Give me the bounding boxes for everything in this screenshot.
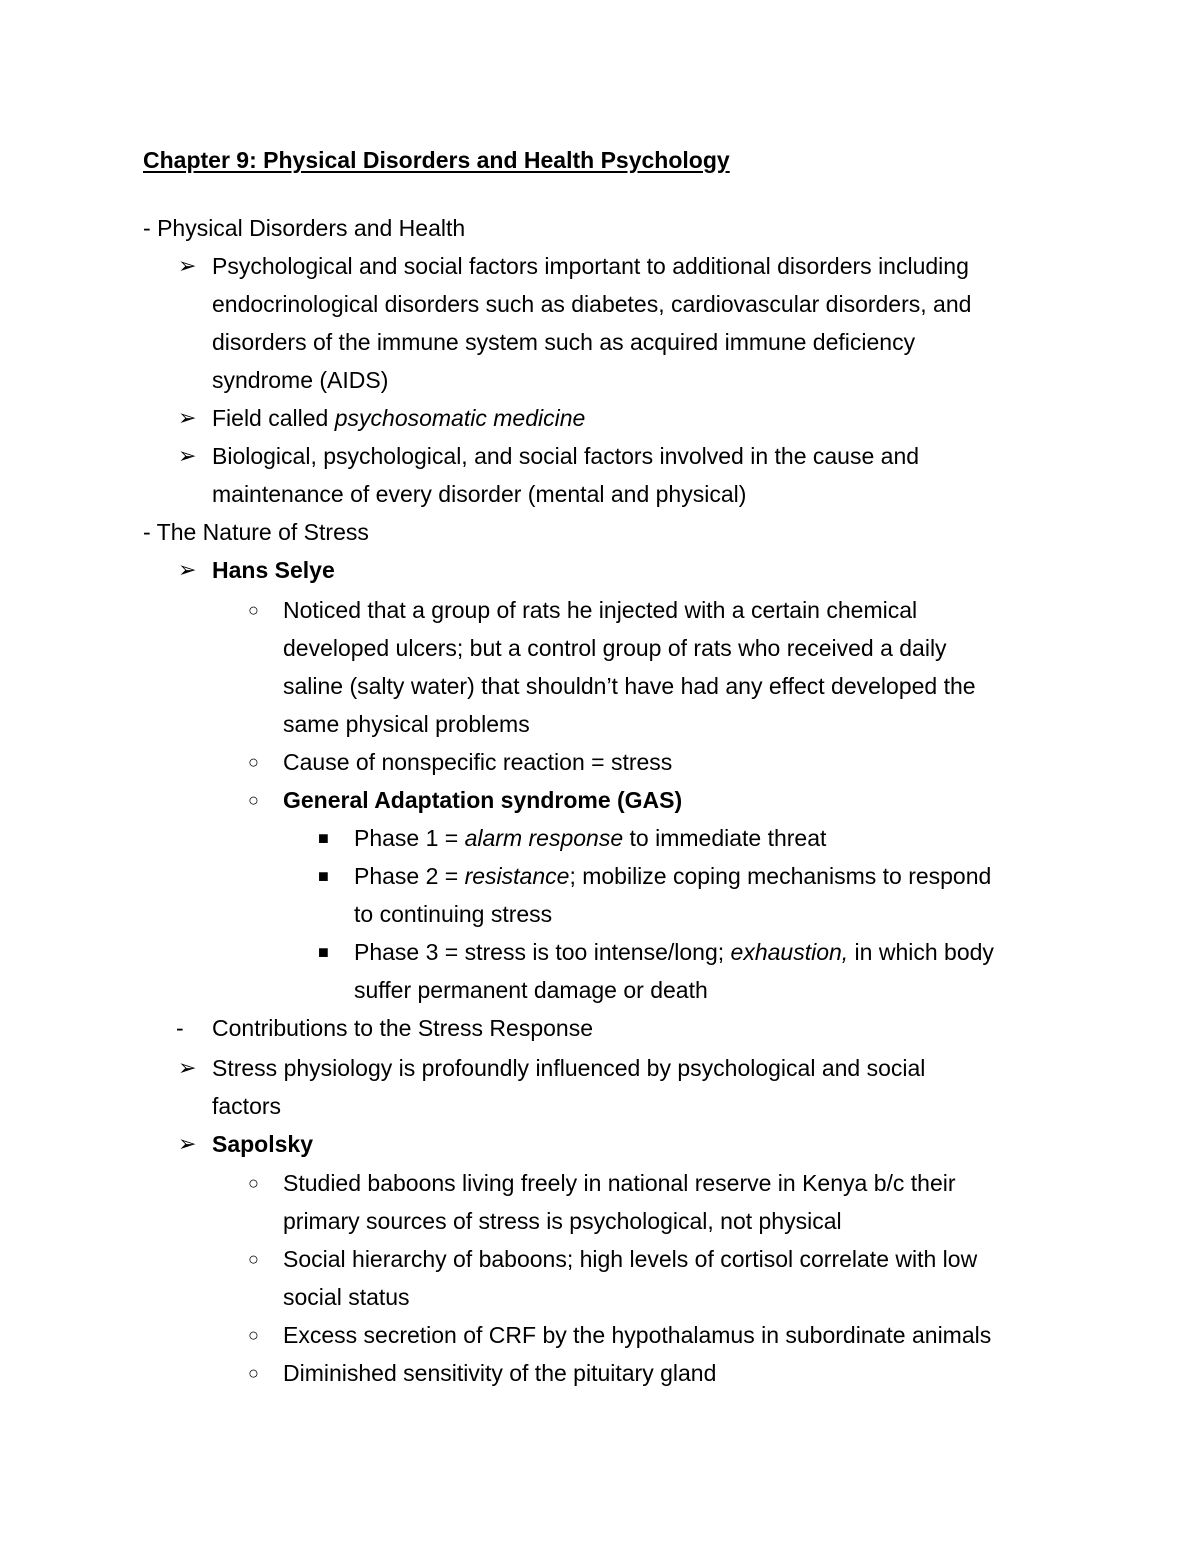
emphasis-term: resistance [464,863,570,889]
bullet-text-continued: primary sources of stress is psychological, not physical [283,1208,842,1234]
phase-2 [354,862,991,890]
square-bullet-icon: ■ [318,942,329,962]
phase-3 [354,938,994,966]
emphasis-term: psychosomatic medicine [334,405,586,431]
emphasis-term: exhaustion, [730,939,849,965]
phase-text: to immediate threat [623,825,827,851]
circle-bullet-icon: ○ [248,790,259,810]
square-bullet-icon: ■ [318,866,329,886]
bullet-text: Excess secretion of CRF by the hypothalamus in subordinate animals [283,1322,992,1348]
phase-text: Phase 2 = [354,863,465,889]
bullet-text-continued: factors [212,1093,282,1119]
phase-text: ; mobilize coping mechanisms to respond [569,863,992,889]
circle-bullet-icon: ○ [248,600,259,620]
phase-1 [354,824,826,852]
circle-bullet-icon: ○ [248,752,259,772]
arrow-bullet-icon: ➢ [178,253,197,278]
bullet-text: Social hierarchy of baboons; high levels of cortisol correlate with low [283,1246,978,1272]
bullet-text: Studied baboons living freely in national reserve in Kenya b/c their [283,1170,956,1196]
phase-text-continued: to continuing stress [354,901,553,927]
arrow-bullet-icon: ➢ [178,1131,197,1156]
circle-bullet-icon: ○ [248,1363,259,1383]
bullet-text-continued: social status [283,1284,410,1310]
bullet-psychosomatic [212,404,585,432]
section-heading-text: Physical Disorders and Health [157,215,466,241]
section-heading-physical-disorders [143,214,465,242]
bullet-text-continued: saline (salty water) that shouldn’t have had any effect developed the [283,673,976,699]
bullet-text-continued: maintenance of every disorder (mental and physical) [212,481,747,507]
arrow-bullet-icon: ➢ [178,557,197,582]
document-title: Chapter 9: Physical Disorders and Health Psychology [143,147,730,173]
circle-bullet-icon: ○ [248,1325,259,1345]
arrow-bullet-icon: ➢ [178,405,197,430]
bullet-text: Diminished sensitivity of the pituitary gland [283,1360,717,1386]
phase-text: Phase 3 = stress is too intense/long; [354,939,731,965]
circle-bullet-icon: ○ [248,1249,259,1269]
bullet-text-continued: disorders of the immune system such as acquired immune deficiency [212,329,916,355]
bullet-text: Field called [212,405,335,431]
phase-text: in which body [848,939,994,965]
circle-bullet-icon: ○ [248,1173,259,1193]
bullet-text: Cause of nonspecific reaction = stress [283,749,673,775]
subheading-gas: General Adaptation syndrome (GAS) [283,787,683,813]
arrow-bullet-icon: ➢ [178,443,197,468]
section-heading-nature-of-stress [143,518,369,546]
section-heading-text: The Nature of Stress [156,519,369,545]
bullet-text: Stress physiology is profoundly influenced by psychological and social [212,1055,926,1081]
square-bullet-icon: ■ [318,828,329,848]
bullet-text-continued: syndrome (AIDS) [212,367,389,393]
bullet-text-continued: endocrinological disorders such as diabetes, cardiovascular disorders, and [212,291,972,317]
bullet-text: Noticed that a group of rats he injected with a certain chemical [283,597,918,623]
section-heading-contributions: Contributions to the Stress Response [212,1015,593,1041]
dash-marker: - [176,1015,184,1041]
bullet-text-continued: developed ulcers; but a control group of rats who received a daily [283,635,947,661]
subheading-sapolsky: Sapolsky [212,1131,313,1157]
bullet-text-continued: same physical problems [283,711,530,737]
bullet-text: Psychological and social factors important to additional disorders including [212,253,969,279]
phase-text: Phase 1 = [354,825,465,851]
phase-text-continued: suffer permanent damage or death [354,977,708,1003]
emphasis-term: alarm response [464,825,624,851]
bullet-text: Biological, psychological, and social factors involved in the cause and [212,443,920,469]
dash-marker: - [143,519,151,545]
arrow-bullet-icon: ➢ [178,1055,197,1080]
subheading-hans-selye: Hans Selye [212,557,335,583]
dash-marker: - [143,215,151,241]
